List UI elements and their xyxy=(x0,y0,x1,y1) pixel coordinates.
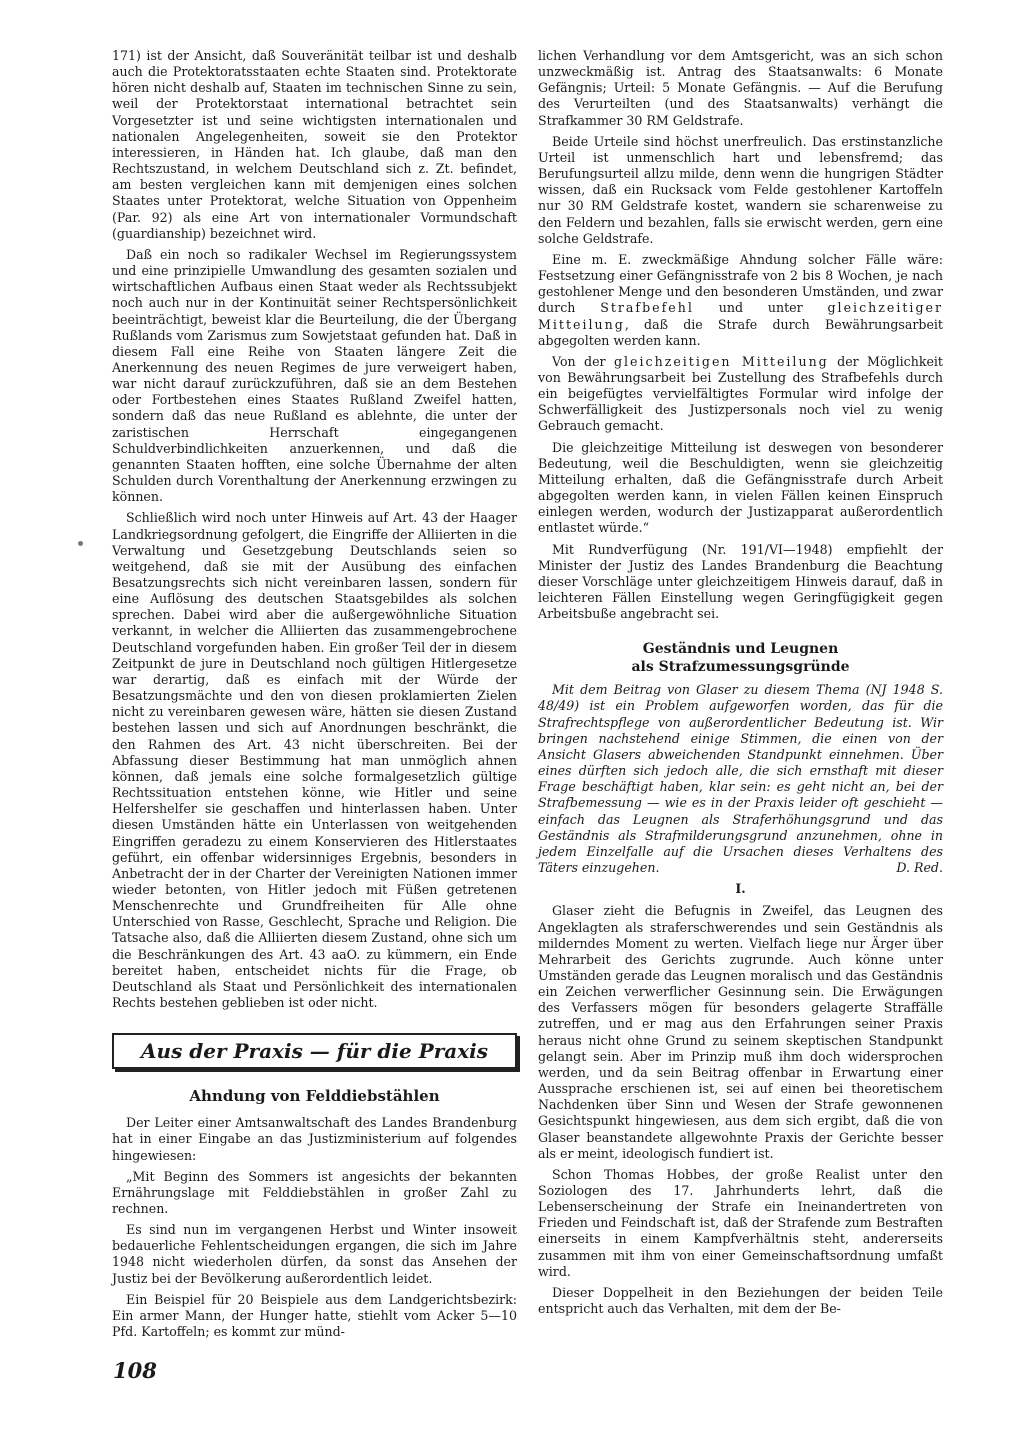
section-number: I. xyxy=(735,881,746,897)
paragraph: Mit Rundverfügung (Nr. 191/VI—1948) empfiehlt der Minister der Justiz des Landes Brandenburg die Beachtung dieser Vorschläge unter gleichzeitigem Hinweis darauf, daß in leichteren Fällen Einstellung wegen Geringfügigkeit gegen Arbeitsbuße angebracht sei. xyxy=(538,541,943,622)
section-title: Ahndung von Felddiebstählen xyxy=(189,1087,440,1106)
section-banner: Aus der Praxis — für die Praxis xyxy=(112,1033,517,1069)
paragraph: Dieser Doppelheit in den Beziehungen der beiden Teile entspricht auch das Verhalten, mit dem der Be- xyxy=(538,1284,943,1317)
paragraph xyxy=(538,354,943,435)
paragraph: „Mit Beginn des Sommers ist angesichts der bekannten Ernährungslage mit Felddiebstählen in großer Zahl zu rechnen. xyxy=(112,1168,517,1216)
paragraph: Der Leiter einer Amtsanwaltschaft des Landes Brandenburg hat in einer Eingabe an das Justizministerium auf folgendes hingewiesen: xyxy=(112,1115,517,1163)
section-title-line: Geständnis und Leugnen xyxy=(642,641,839,658)
editorial-intro xyxy=(538,682,943,876)
paragraph: Daß ein noch so radikaler Wechsel im Regierungssystem und eine prinzipielle Umwandlung des gesamten sozialen und wirtschaftlichen Aufbaus einen Staat weder als Rechtssubjekt noch auch nur in der Kontinuität seiner Rechtspersönlichkeit beeinträchtigt, beweist klar die Beurteilung, die der Übergang Rußlands vom Zarismus zum Sowjetstaat gefunden hat. Daß in diesem Fall eine Reihe von Staaten längere Zeit die Anerkennung des neuen Regimes de jure verweigert haben, war nicht darauf zurückzuführen, daß sie an dem Bestehen oder Fortbestehen eines Staates Rußland Zweifel hatten, sondern daß das neue Rußland es ablehnte, die unter der zaristischen Herrschaft eingegangenen Schuldverbindlichkeiten anzuerkennen, und daß die genannten Staaten hofften, eine solche Übernahme der alten Schulden durch Vorenthaltung der Anerkennung erzwingen zu können. xyxy=(112,246,517,505)
paragraph: Beide Urteile sind höchst unerfreulich. Das erstinstanzliche Urteil ist unmenschlich hart und lebensfremd; das Berufungsurteil allzu milde, denn wenn die hungrigen Städter wissen, daß ein Rucksack vom Felde gestohlener Kartoffeln nur 30 RM Geldstrafe kostet, wandern sie scharenweise zu den Feldern und bezahlen, falls sie erwischt werden, gern eine solche Geldstrafe. xyxy=(538,133,943,246)
paragraph: 171) ist der Ansicht, daß Souveränität teilbar ist und deshalb auch die Protektoratsstaaten echte Staaten sind. Protektorate hören nicht deshalb auf, Staaten im technischen Sinne zu sein, weil der Protektorstaat international betrachtet sein Vorgesetzter ist und seine wichtigsten internationalen und nationalen Angelegenheiten, soweit sie den Protektor interessieren, in Händen hat. Ich glaube, daß man den Rechtszustand, in welchem Deutschland sich z. Zt. befindet, am besten vergleichen kann mit demjenigen eines solchen Staates unter Protektorat, welche Situation von Oppenheim (Par. 92) als eine Art von internationaler Vormundschaft (guardianship) bezeichnet wird. xyxy=(112,48,517,241)
section-title xyxy=(538,640,943,676)
intro-text: Mit dem Beitrag von Glaser zu diesem Thema (NJ 1948 S. 48/49) ist ein Problem aufgeworfen worden, das für die Strafrechtspflege von außerordentlicher Bedeutung ist. Wir bringen nachstehend einige Stimmen, die einen von der Ansicht Glasers abweichenden Standpunkt einnehmen. Über eines dürften sich jedoch alle, die sich ernsthaft mit dieser Frage beschäftigt haben, klar sein: es geht nicht an, bei der Strafbemessung — wie es in der Praxis leider oft geschieht — einfach das Leugnen als Straferhöhungsgrund und das Geständnis als Strafmilderungsgrund anzunehmen, ohne in jedem Einzelfalle auf die Ursachen dieses Verhaltens des Täters einzugehen. xyxy=(538,682,943,876)
paragraph: Ein Beispiel für 20 Beispiele aus dem Landgerichtsbezirk: Ein armer Mann, der Hunger hatte, stiehlt vom Acker 5—10 Pfd. Kartoffeln; es kommt zur münd- xyxy=(112,1291,517,1340)
scan-speck xyxy=(78,541,83,546)
paragraph xyxy=(538,252,943,349)
text-run: , daß die Strafe durch Bewährungsarbeit abgegolten werden kann. xyxy=(538,316,943,348)
right-column xyxy=(538,48,943,1322)
text-run: der Möglichkeit von Bewährungsarbeit bei Zustellung des Strafbefehls durch ein beigefügtes vervielfältigtes Formular wird infolge der Schwerfälligkeit des Justizpersonals noch viel zu wenig Gebrauch gemacht. xyxy=(538,353,943,434)
paragraph: Es sind nun im vergangenen Herbst und Winter insoweit bedauerliche Fehlentscheidungen ergangen, die sich im Jahre 1948 nicht wiederholen dürfen, da sonst das Ansehen der Justiz bei der Bevölkerung außerordentlich leidet. xyxy=(112,1222,517,1286)
text-run: Von der xyxy=(552,353,614,369)
paragraph: lichen Verhandlung vor dem Amtsgericht, was an sich schon unzweckmäßig ist. Antrag des Staatsanwalts: 6 Monate Gefängnis; Urteil: 5 Monate Gefängnis. — Auf die Berufung des Verurteilten (und des Staatsanwalts) verhängt die Strafkammer 30 RM Geldstrafe. xyxy=(538,48,943,128)
spaced-text: gleichzeitigen Mitteilung xyxy=(613,353,829,369)
page-number: 108 xyxy=(113,1358,157,1383)
paragraph: Die gleichzeitige Mitteilung ist deswegen von besonderer Bedeutung, weil die Beschuldigten, wenn sie gleichzeitig Mitteilung erhalten, daß die Gefängnisstrafe durch Arbeit abgegolten werden kann, in vielen Fällen keinen Einspruch einlegen werden, wodurch der Justizapparat außerordentlich entlastet würde.“ xyxy=(538,439,943,536)
text-run: und unter xyxy=(693,300,828,316)
text-run: Eine m. E. zweckmäßige Ahndung solcher Fälle wäre: Festsetzung einer Gefängnisstrafe von 2 bis 8 Wochen, je nach gestohlener Menge und den besonderen Umständen, und zwar durch xyxy=(538,251,943,316)
paragraph: Schon Thomas Hobbes, der große Realist unter den Soziologen des 17. Jahrhunderts lehrt, daß die Lebenserscheinung der Strafe ein Ineinandertreten von Frieden und Feindschaft ist, daß der Strafende zum Bestraften einerseits in einem Kampfverhältnis steht, andererseits zusammen mit ihm von einer Gemeinschaftsordnung umfaßt wird. xyxy=(538,1166,943,1279)
left-column xyxy=(112,48,517,1345)
paragraph: Schließlich wird noch unter Hinweis auf Art. 43 der Haager Landkriegsordnung gefolgert, die Eingriffe der Alliierten in die Verwaltung und Gesetzgebung Deutschlands seien so weitgehend, daß sie mit der Ausübung des einfachen Besatzungsrechts sich nicht vereinbaren lassen, sondern für eine Auflösung des deutschen Staatsgebildes als solchen sprechen. Dabei wird aber die außergewöhnliche Situation verkannt, in welcher die Alliierten das zusammengebrochene Deutschland vorgefunden haben. Ein großer Teil der in diesem Zeitpunkt de jure in Deutschland noch gültigen Hitlergesetze war derartig, daß es einfach mit der Würde der Besatzungsmächte und den von diesen proklamierten Zielen nicht zu vereinbaren gewesen wäre, hätten sie diesen Zustand bestehen lassen und sich auf Anordnungen beschränkt, die den Rahmen des Art. 43 nicht überschreiten. Bei der Abfassung dieser Bestimmung hat man unmöglich ahnen können, daß jemals eine solche formalgesetzlich gültige Rechtssituation entstehen könne, wie Hitler und seine Helfershelfer sie geschaffen und hinterlassen haben. Unter diesen Umständen hätte ein Unterlassen von weitgehenden Eingriffen geradezu zu einem Konservieren des Hitlerstaates geführt, ein offenbar widersinniges Ergebnis, besonders in Anbetracht der in der Charter der Vereinigten Nationen immer wieder betonten, von Hitler jedoch mit Füßen getretenen Menschenrechte und Grundfreiheiten für Alle ohne Unterschied von Rasse, Geschlecht, Sprache und Religion. Die Tatsache also, daß die Alliierten diesem Zustand, ohne sich um die Beschränkungen des Art. 43 aaO. zu kümmern, ein Ende bereitet haben, entscheidet nichts für die Frage, ob Deutschland als Staat und Persönlichkeit des internationalen Rechts bestehen geblieben ist oder nicht. xyxy=(112,510,517,1011)
spaced-text: gleichzeitiger Mitteilung xyxy=(538,300,943,332)
spaced-text: Strafbefehl xyxy=(600,300,694,316)
section-title-line: als Strafzumessungsgründe xyxy=(631,659,850,676)
editorial-signature: D. Red. xyxy=(896,860,943,876)
paragraph: Glaser zieht die Befugnis in Zweifel, das Leugnen des Angeklagten als straferschwerendes und sein Geständnis als milderndes Moment zu werten. Vielfach liege nur Ärger über Mehrarbeit des Gerichts zugrunde. Auch könne unter Umständen gerade das Leugnen moralisch und das Geständnis ein Zeichen verwerflicher Gesinnung sein. Die Erwägungen des Verfassers mögen für besonders gelagerte Straffälle zutreffen, und er mag aus den Erfahrungen seiner Praxis heraus nicht ohne Grund zu seinem skeptischen Standpunkt gelangt sein. Aber im Prinzip muß ihm doch widersprochen werden, und da sein Beitrag offenbar in Erwartung einer Aussprache erschienen ist, sei auf einen bei theoretischem Nachdenken über Sinn und Wesen der Strafe gewonnenen Gesichtspunkt hingewiesen, aus dem sich ergibt, daß die von Glaser beanstandete allgewohnte Praxis der Gerichte besser als er meint, ideologisch fundiert ist. xyxy=(538,903,943,1161)
